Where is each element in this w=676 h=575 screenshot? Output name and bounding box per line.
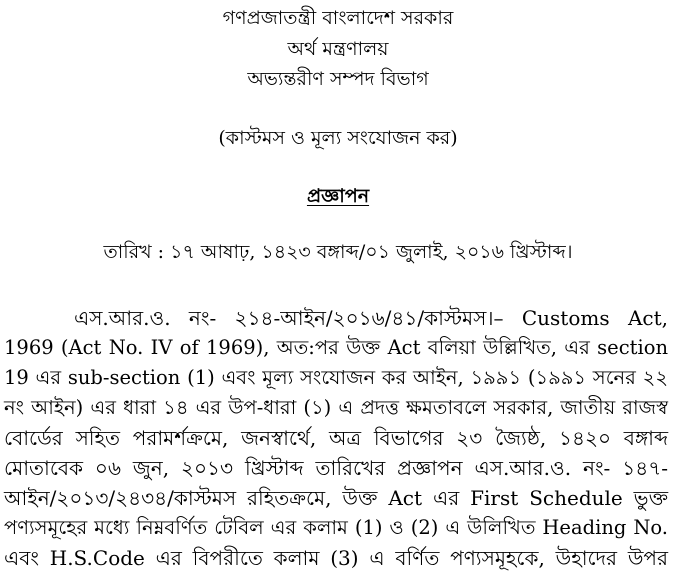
department-heading: (কাস্টমস ও মূল্য সংযোজন কর) (218, 127, 458, 149)
body-line: 19 এর sub-section (1) এবং মূল্য সংযোজন কর আইন, ১৯৯১ (১৯৯১ সনের ২২ (4, 366, 668, 389)
body-line: 1969 (Act No. IV of 1969), অত:পর উক্ত Act বলিয়া উল্লিখিত, এর section (4, 336, 668, 359)
body-line: নং আইন) এর ধারা ১৪ এর উপ-ধারা (১) এ প্রদত্ত ক্ষমতাবলে সরকার, জাতীয় রাজস্ব (4, 396, 668, 419)
body-line: বোর্ডের সহিত পরামর্শক্রমে, জনস্বার্থে, অত্র বিভাগের ২৩ জ্যৈষ্ঠ, ১৪২০ বঙ্গাব্দ (4, 426, 668, 450)
body-line: এবং H.S.Code এর বিপরীতে কলাম (3) এ বর্ণিত পণ্যসমূহকে, উহাদের উপর (4, 546, 668, 570)
body-line: এস.আর.ও. নং- ২১৪-আইন/২০১৬/৪১/কাস্টমস।– Customs Act, (74, 306, 668, 330)
division-heading: অভ্যন্তরীণ সম্পদ বিভাগ (247, 68, 429, 90)
notice-date: তারিখ : ১৭ আষাঢ়, ১৪২৩ বঙ্গাব্দ/০১ জুলাই, ২০১৬ খ্রিস্টাব্দ। (103, 241, 573, 263)
body-line: মোতাবেক ০৬ জুন, ২০১৩ খ্রিস্টাব্দ তারিখের প্রজ্ঞাপন এস.আর.ও. নং- ১৪৭- (4, 456, 668, 480)
body-line: আইন/২০১৩/২৪৩৪/কাস্টমস রহিতক্রমে, উক্ত Act এর First Schedule ভুক্ত (4, 486, 668, 510)
notice-title: প্রজ্ঞাপন (306, 185, 370, 207)
ministry-heading: অর্থ মন্ত্রণালয় (287, 38, 389, 60)
government-heading: গণপ্রজাতন্ত্রী বাংলাদেশ সরকার (222, 7, 454, 29)
body-line: পণ্যসমূহের মধ্যে নিম্নবর্ণিত টেবিল এর কলাম (1) ও (2) এ উলিখিত Heading No. (4, 516, 668, 539)
